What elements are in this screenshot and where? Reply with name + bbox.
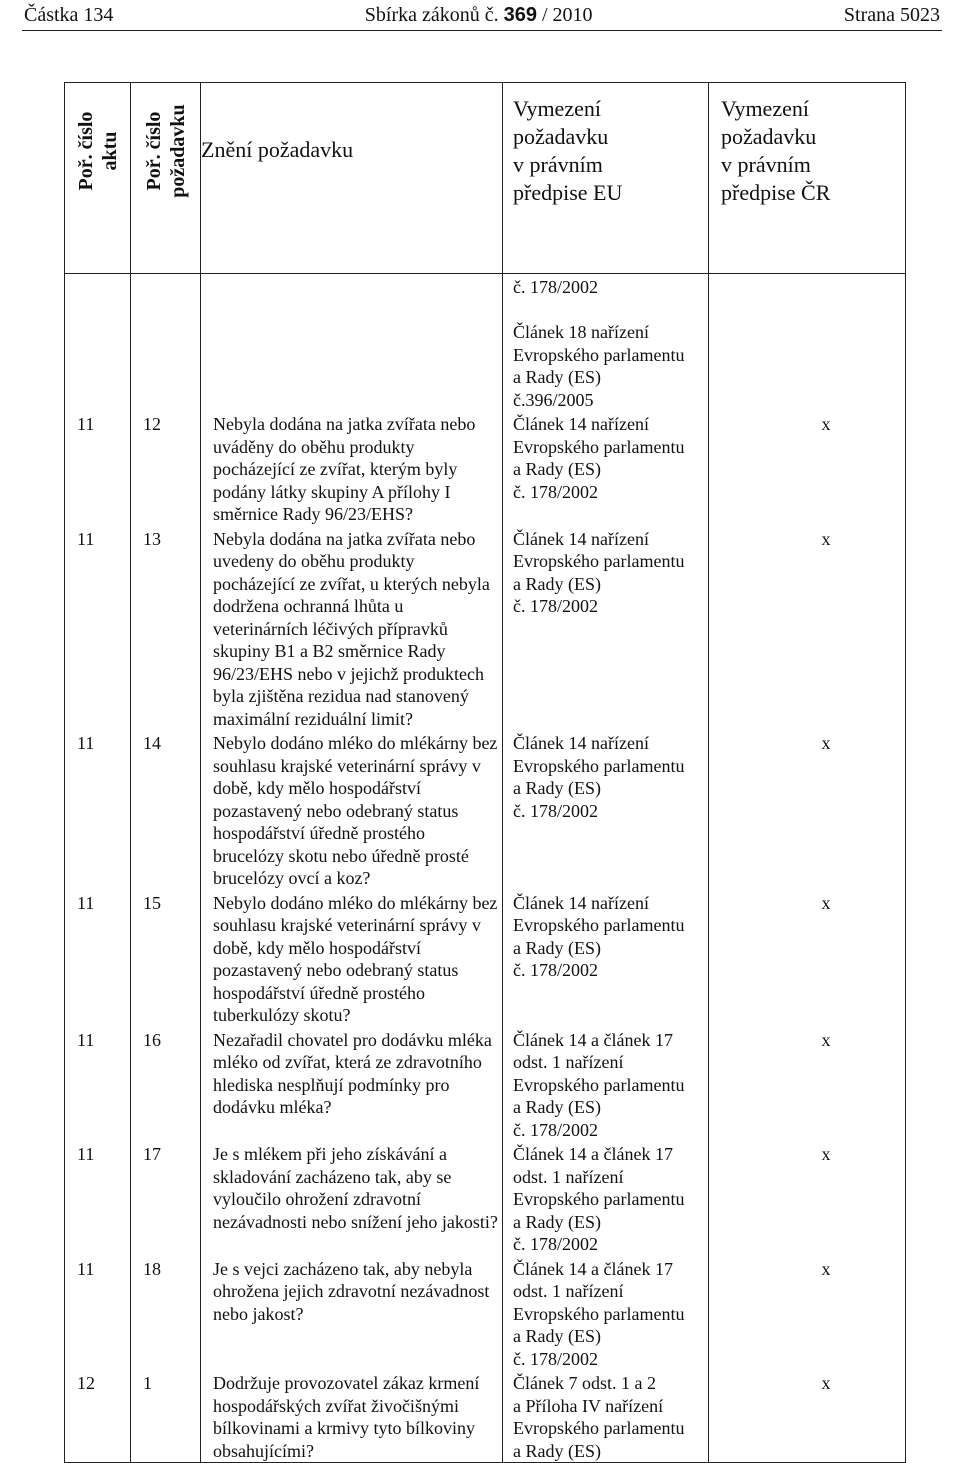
table-row — [65, 730, 906, 890]
eu-legislation: Článek 14 nařízení Evropského parlamentu a Rady (ES) č. 178/2002 — [503, 526, 709, 731]
eu-legislation: Článek 14 nařízení Evropského parlamentu a Rady (ES) č. 178/2002 — [503, 890, 709, 1027]
act-number: 11 — [65, 730, 131, 890]
table-header-row — [65, 83, 906, 274]
table-row — [65, 1370, 906, 1463]
col-header-req-no: Poř. číslo požadavku — [131, 83, 201, 274]
table-row — [65, 1027, 906, 1142]
collection-number — [365, 4, 593, 27]
act-number: 11 — [65, 1027, 131, 1142]
act-number: 11 — [65, 1141, 131, 1256]
requirement-number: 18 — [131, 1256, 201, 1371]
eu-legislation: Článek 7 odst. 1 a 2 a Příloha IV nařízení Evropského parlamentu a Rady (ES) — [503, 1370, 709, 1463]
eu-legislation: Článek 14 nařízení Evropského parlamentu a Rady (ES) č. 178/2002 — [503, 730, 709, 890]
requirement-number: 15 — [131, 890, 201, 1027]
table-row — [65, 526, 906, 731]
issue-part: Částka 134 — [24, 3, 114, 26]
cr-legislation: x — [709, 1027, 906, 1142]
eu-legislation: Článek 14 a článek 17 odst. 1 nařízení Evropského parlamentu a Rady (ES) č. 178/2002 — [503, 1256, 709, 1371]
requirements-table — [64, 82, 906, 1463]
page-header — [22, 0, 942, 31]
col-header-act-no: Poř. číslo aktu — [65, 83, 131, 274]
table-row — [65, 1141, 906, 1256]
collection-number-bold: 369 — [503, 3, 537, 26]
cr-legislation: x — [709, 730, 906, 890]
cr-legislation: x — [709, 1370, 906, 1463]
requirement-text: Nebylo dodáno mléko do mlékárny bez souhlasu krajské veterinární správy v době, kdy mělo hospodářství pozastavený nebo odebraný status hospodářství úředně prostého tuberkulózy skotu? — [201, 890, 503, 1027]
table-row — [65, 1256, 906, 1371]
cr-legislation: x — [709, 1141, 906, 1256]
continuation-row — [65, 274, 906, 412]
requirement-number: 12 — [131, 411, 201, 526]
act-number: 11 — [65, 890, 131, 1027]
cr-legislation: x — [709, 890, 906, 1027]
requirement-text: Nezařadil chovatel pro dodávku mléka mléko od zvířat, která ze zdravotního hlediska nesplňují podmínky pro dodávku mléka? — [201, 1027, 503, 1142]
requirement-text: Dodržuje provozovatel zákaz krmení hospodářských zvířat živočišnými bílkovinami a krmivy tyto bílkoviny obsahujícími? — [201, 1370, 503, 1463]
requirement-number: 1 — [131, 1370, 201, 1463]
col-header-cr: Vymezení požadavku v právním předpise ČR — [709, 83, 906, 274]
requirement-number: 16 — [131, 1027, 201, 1142]
eu-legislation: Článek 14 a článek 17 odst. 1 nařízení Evropského parlamentu a Rady (ES) č. 178/2002 — [503, 1141, 709, 1256]
eu-legislation: Článek 14 a článek 17 odst. 1 nařízení Evropského parlamentu a Rady (ES) č. 178/2002 — [503, 1027, 709, 1142]
page-number: Strana 5023 — [843, 3, 940, 26]
requirement-text: Nebylo dodáno mléko do mlékárny bez souhlasu krajské veterinární správy v době, kdy mělo hospodářství pozastavený nebo odebraný status hospodářství úředně prostého brucelózy skotu nebo úředně prosté brucelózy ovcí a koz? — [201, 730, 503, 890]
cr-legislation: x — [709, 1256, 906, 1371]
act-number: 11 — [65, 1256, 131, 1371]
cr-legislation: x — [709, 526, 906, 731]
requirement-text: Nebyla dodána na jatka zvířata nebo uvedeny do oběhu produkty pocházející ze zvířat, u kterých nebyla dodržena ochranná lhůta u veterinárních léčivých přípravků skupiny B1 a B2 směrnice Rady 96/23/EHS nebo v jejichž produktech byla zjištěna rezidua nad stanovený maximální reziduální limit? — [201, 526, 503, 731]
requirement-text: Nebyla dodána na jatka zvířata nebo uváděny do oběhu produkty pocházející ze zvířat, kterým byly podány látky skupiny A přílohy I směrnice Rady 96/23/EHS? — [201, 411, 503, 526]
act-number: 12 — [65, 1370, 131, 1463]
act-number: 11 — [65, 526, 131, 731]
requirement-number: 14 — [131, 730, 201, 890]
requirement-number: 17 — [131, 1141, 201, 1256]
col-header-text: Znění požadavku — [201, 83, 503, 274]
collection-year: / 2010 — [542, 3, 593, 26]
requirement-text: Je s vejci zacházeno tak, aby nebyla ohrožena jejich zdravotní nezávadnost nebo jakost? — [201, 1256, 503, 1371]
act-number: 11 — [65, 411, 131, 526]
collection-prefix: Sbírka zákonů č. — [364, 3, 499, 26]
eu-legislation: Článek 14 nařízení Evropského parlamentu a Rady (ES) č. 178/2002 — [503, 411, 709, 526]
requirement-number: 13 — [131, 526, 201, 731]
table-row — [65, 890, 906, 1027]
cr-legislation: x — [709, 411, 906, 526]
continuation-eu: č. 178/2002 Článek 18 nařízení Evropského parlamentu a Rady (ES) č.396/2005 — [503, 274, 709, 412]
requirement-text: Je s mlékem při jeho získávání a skladování zacházeno tak, aby se vyloučilo ohrožení zdravotní nezávadnosti nebo snížení jeho jakosti? — [201, 1141, 503, 1256]
table-row — [65, 411, 906, 526]
col-header-eu: Vymezení požadavku v právním předpise EU — [503, 83, 709, 274]
